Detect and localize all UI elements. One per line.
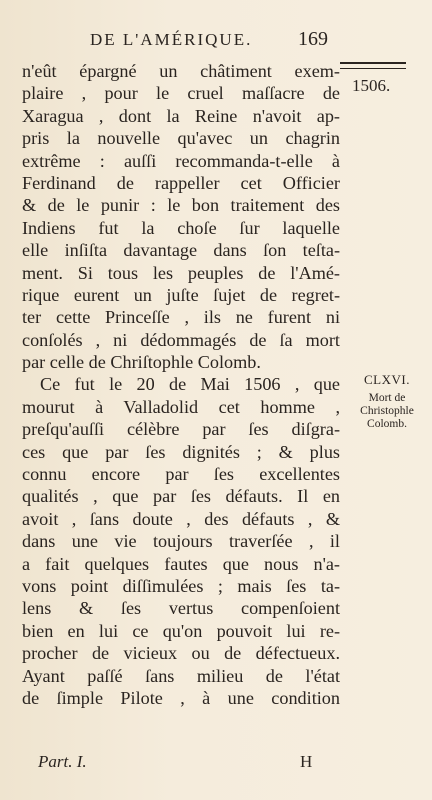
text-line: Ayant paſſé ſans milieu de l'état [22, 665, 340, 686]
text-line: ter cette Princeſſe , ils ne furent ni [22, 307, 340, 328]
marginal-year: 1506. [352, 76, 391, 95]
text-line: pris la nouvelle qu'avec un chagrin [22, 128, 340, 149]
marginal-note-line: Christophle [360, 405, 414, 417]
text-line: Indiens fut la choſe ſur laquelle [22, 217, 340, 238]
text-line: preſqu'auſſi célèbre par ſes diſgra- [22, 419, 340, 440]
marginal-note-line: Mort de [368, 392, 406, 404]
text-line: rique eurent un juſte ſujet de regret- [22, 284, 340, 305]
text-line: dans une vie toujours traverſée , il [22, 531, 340, 552]
text-line: connu encore par ſes excellentes [22, 464, 340, 485]
page-number: 169 [298, 28, 328, 50]
section-number: CLXVI. [364, 372, 410, 387]
text-line: Ce fut le 20 de Mai 1506 , que [40, 374, 340, 395]
text-line: vons point diſſimulées ; mais ſes ta- [22, 575, 340, 596]
text-line: conſolés , ni dédommagés de ſa mort [22, 329, 340, 350]
text-line: de ſimple Pilote , à une condition [22, 687, 340, 708]
text-line: avoit , ſans doute , des défauts , & [22, 508, 340, 529]
signature-mark: H [300, 752, 313, 771]
text-line: a fait quelques fautes que nous n'a- [22, 553, 340, 574]
text-line: Ferdinand de rappeller cet Officier [22, 172, 340, 193]
text-line: & de le punir : le bon traitement des [22, 195, 340, 216]
body-text [22, 60, 340, 709]
signature-part: Part. I. [38, 752, 87, 771]
text-line: ces que par ſes dignités ; & plus [22, 441, 340, 462]
text-line: Xaragua , dont la Reine n'avoit ap- [22, 105, 340, 126]
text-line: elle inſiſta davantage dans ſon teſta- [22, 240, 340, 261]
text-line: extrême : auſſi recommanda-t-elle à [22, 150, 340, 171]
text-line: procher de vicieux ou de défectueux. [22, 643, 340, 664]
running-title: DE L'AMÉRIQUE. [90, 30, 253, 49]
text-line: qualités , que par ſes défauts. Il en [22, 486, 340, 507]
text-line: plaire , pour le cruel maſſacre de [22, 83, 340, 104]
text-line: n'eût épargné un châtiment exem- [22, 61, 340, 81]
marginal-note [352, 372, 422, 431]
text-line: ment. Si tous les peuples de l'Amé- [22, 262, 340, 283]
text-line: mourut à Valladolid cet homme , [22, 396, 340, 417]
marginal-note-line: Colomb. [367, 418, 407, 430]
marginal-rule [340, 62, 406, 69]
text-line: lens & ſes vertus compenſoient [22, 598, 340, 619]
text-line: par celle de Chriſtophle Colomb. [22, 352, 261, 373]
text-line: bien en lui ce qu'on pouvoit lui re- [22, 620, 340, 641]
